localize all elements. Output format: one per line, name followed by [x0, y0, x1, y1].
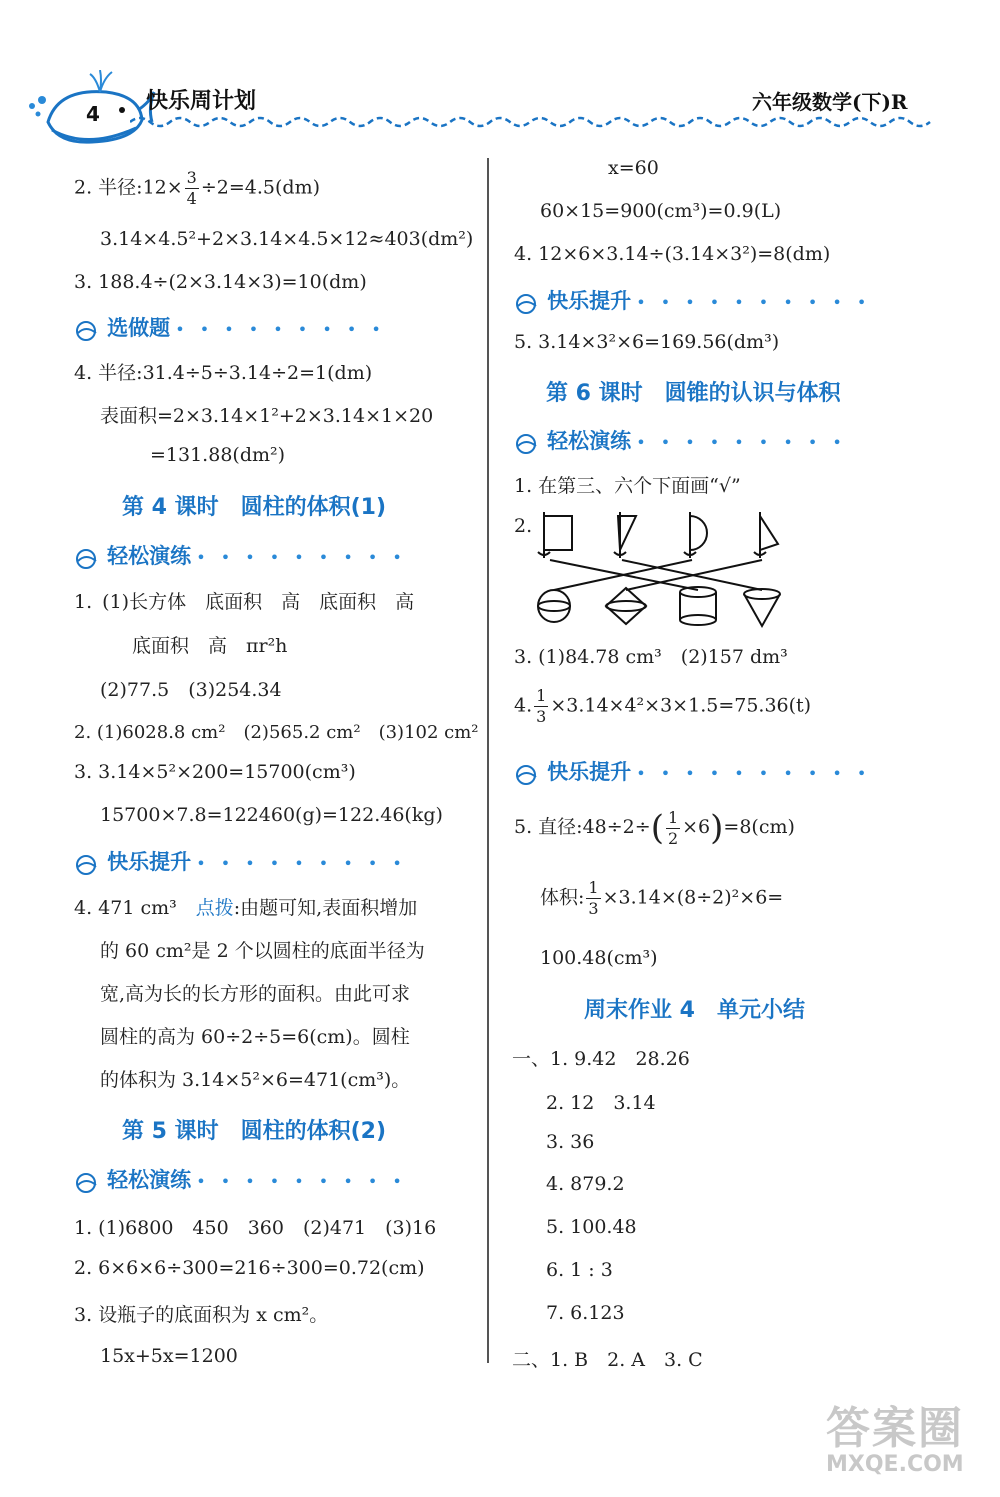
answer-line: 的 60 cm²是 2 个以圆柱的底面半径为: [100, 940, 425, 962]
answer-line: 一、1. 9.42 28.26: [512, 1048, 690, 1070]
answer-line: 体积: $\frac{1}{3}$ ×3.14×(8÷2)²×6=: [540, 878, 784, 918]
answer-line: 2.: [514, 515, 533, 537]
semicircle-with-axis-icon: [684, 512, 707, 558]
answer-line: 5. 直径:48÷2÷( $\frac{1}{2}$ ×6)=8(cm): [514, 807, 795, 848]
answer-line: 3.14×4.5²+2×3.14×4.5×12≈403(dm²): [100, 228, 474, 250]
answer-line: 5. 100.48: [546, 1216, 637, 1238]
answer-line: 7. 6.123: [546, 1302, 625, 1324]
answer-line: 1. 在第三、六个下面画“√”: [514, 475, 741, 497]
sun-wave-icon: [514, 432, 542, 456]
sun-wave-icon: [514, 292, 542, 316]
answer-line: 3. 3.14×5²×200=15700(cm³): [74, 761, 356, 783]
answer-line: 2. 半径:12× $\frac{3}{4}$ ÷2=4.5(dm): [74, 168, 321, 208]
section-heading-improve: 快乐提升 • • • • • • • • • •: [514, 285, 871, 316]
answer-line: 4. $\frac{1}{3}$ ×3.14×4²×3×1.5=75.36(t): [514, 686, 812, 726]
dotted-trail: • • • • • • • • • •: [636, 764, 872, 783]
watermark-url: MXQE.COM: [826, 1452, 964, 1477]
fraction: $\frac{1}{2}$: [667, 807, 679, 848]
section-heading-improve: 快乐提升 • • • • • • • • • •: [514, 756, 871, 787]
sphere-icon: [538, 590, 570, 622]
answer-line: 4. 半径:31.4÷5÷3.14÷2=1(dm): [74, 362, 373, 384]
rotation-matching-diagram: [530, 508, 790, 632]
rectangle-with-axis-icon: [538, 512, 572, 558]
answer-line: 4. 471 cm³ 点拨:由题可知,表面积增加: [74, 897, 418, 919]
answer-line: 圆柱的高为 60÷2÷5=6(cm)。圆柱: [100, 1026, 410, 1048]
column-divider: [487, 158, 489, 1363]
lesson-heading: 第 6 课时 圆锥的认识与体积: [546, 381, 841, 406]
answer-line: (2)77.5 (3)254.34: [100, 679, 282, 701]
section-heading-optional: 选做题 • • • • • • • • •: [74, 312, 386, 343]
sun-wave-icon: [514, 763, 542, 787]
answer-line: 宽,高为长的长方形的面积。由此可求: [100, 983, 411, 1005]
answer-line: 3. 36: [546, 1131, 595, 1153]
answer-line: 底面积 高 πr²h: [132, 635, 288, 657]
answer-line: 3. 188.4÷(2×3.14×3)=10(dm): [74, 271, 367, 293]
answer-line: 表面积=2×3.14×1²+2×3.14×1×20: [100, 405, 434, 427]
fraction: $\frac{1}{3}$: [588, 878, 599, 918]
answer-line: 6. 1 : 3: [546, 1259, 613, 1281]
answer-line: 100.48(cm³): [540, 947, 658, 969]
answer-line: 60×15=900(cm³)=0.9(L): [540, 200, 782, 222]
section-heading-practice: 轻松演练 • • • • • • • • •: [74, 540, 407, 571]
double-cone-icon: [606, 588, 646, 624]
answer-line: x=60: [608, 157, 659, 179]
cylinder-icon: [680, 587, 716, 625]
lesson-heading: 周末作业 4 单元小结: [584, 998, 805, 1023]
answer-line: 4. 879.2: [546, 1173, 625, 1195]
lesson-heading: 第 5 课时 圆柱的体积(2): [122, 1119, 387, 1144]
subject-label: 六年级数学(下)R: [752, 90, 908, 114]
answer-line: 3. (1)84.78 cm³ (2)157 dm³: [514, 646, 788, 668]
fraction: $\frac{1}{3}$: [536, 686, 547, 726]
answer-line: 15700×7.8=122460(g)=122.46(kg): [100, 804, 443, 826]
dotted-trail: • • • • • • • • •: [196, 548, 407, 567]
section-heading-practice: 轻松演练 • • • • • • • • •: [514, 425, 847, 456]
answer-line: 1. (1)6800 450 360 (2)471 (3)16: [74, 1217, 437, 1239]
book-title: 快乐周计划: [146, 89, 257, 114]
triangle-with-axis-icon: [754, 512, 778, 558]
cone-icon: [744, 589, 780, 626]
section-heading-practice: 轻松演练 • • • • • • • • •: [74, 1164, 407, 1195]
answer-line: 3. 设瓶子的底面积为 x cm²。: [74, 1304, 329, 1326]
header-wavy-line: [130, 114, 940, 130]
answer-line: 2. 12 3.14: [546, 1092, 656, 1114]
lesson-heading: 第 4 课时 圆柱的体积(1): [122, 495, 387, 520]
answer-line: 15x+5x=1200: [100, 1345, 238, 1367]
sun-wave-icon: [74, 1171, 102, 1195]
answer-line: =131.88(dm²): [150, 444, 286, 466]
dotted-trail: • • • • • • • • •: [196, 854, 407, 873]
answer-line: 5. 3.14×3²×6=169.56(dm³): [514, 331, 780, 353]
fraction: $\frac{3}{4}$: [186, 168, 197, 208]
answer-line: 4. 12×6×3.14÷(3.14×3²)=8(dm): [514, 243, 831, 265]
answer-line: 2. (1)6028.8 cm² (2)565.2 cm² (3)102 cm²: [74, 722, 479, 743]
answer-line: 1. (1)长方体 底面积 高 底面积 高: [74, 591, 415, 613]
dotted-trail: • • • • • • • • •: [636, 433, 847, 452]
hint-label: 点拨: [195, 897, 234, 919]
dotted-trail: • • • • • • • • • •: [636, 293, 872, 312]
answer-line: 的体积为 3.14×5²×6=471(cm³)。: [100, 1069, 411, 1091]
dotted-trail: • • • • • • • • •: [175, 320, 386, 339]
watermark-logo: 答案圈: [826, 1403, 964, 1454]
sun-wave-icon: [74, 853, 102, 877]
answer-line: 2. 6×6×6÷300=216÷300=0.72(cm): [74, 1257, 425, 1279]
sun-wave-icon: [74, 319, 102, 343]
page-number: 4: [86, 102, 100, 126]
sun-wave-icon: [74, 547, 102, 571]
section-heading-improve: 快乐提升 • • • • • • • • •: [74, 846, 407, 877]
dotted-trail: • • • • • • • • •: [196, 1172, 407, 1191]
trapezoid-with-axis-icon: [614, 512, 636, 558]
answer-line: 二、1. B 2. A 3. C: [512, 1349, 703, 1371]
